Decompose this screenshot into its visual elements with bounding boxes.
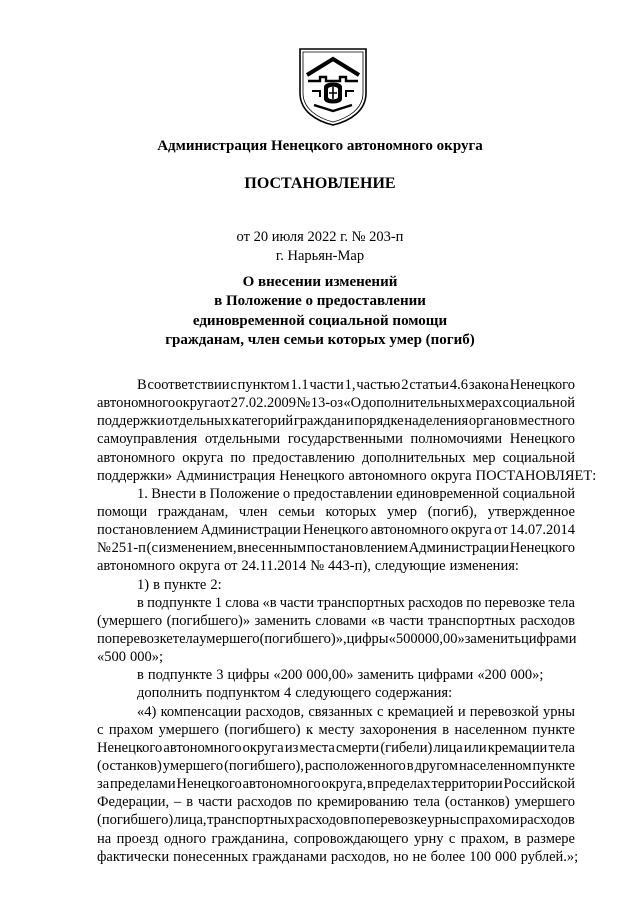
- body-line: помощи гражданам, член семьи которых умер (погиб), утвержденное: [97, 503, 575, 520]
- document-date-number: от 20 июля 2022 г. № 203-п: [236, 229, 404, 245]
- body-line: поддержки отдельных категорий граждан и порядке наделения органов местного: [97, 413, 575, 430]
- body-line: с прахом умершего (погибшего) к месту захоронения в населенном пункте: [97, 721, 575, 738]
- nenets-coat-of-arms-icon: [294, 45, 372, 127]
- body-line: автономного округа от 24.11.2014 № 443-п), следующие изменения:: [97, 558, 519, 575]
- document-title: [0, 273, 640, 351]
- body-line: поддержки» Администрация Ненецкого автономного округа ПОСТАНОВЛЯЕТ:: [97, 467, 597, 484]
- body-line: автономного округа от 27.02.2009 № 13-оз «О дополнительных мерах социальной: [97, 395, 575, 412]
- title-line: единовременной социальной помощи: [192, 312, 448, 329]
- body-line: самоуправления отдельными государственными полномочиями Ненецкого: [97, 431, 575, 448]
- body-line: Федерации, – в части расходов по кремированию тела (останков) умершего: [97, 794, 575, 811]
- body-line: 1. Внести в Положение о предоставлении единовременной социальной: [137, 485, 575, 502]
- title-line: гражданам, член семьи которых умер (погиб): [165, 332, 475, 349]
- body-line: (погибшего) лица, транспортных расходов по перевозке урны с прахом и расходов: [97, 812, 575, 829]
- body-line: в подпункте 3 цифры «200 000,00» заменить цифрами «200 000»;: [137, 667, 544, 684]
- document-type: ПОСТАНОВЛЕНИЕ: [244, 175, 396, 192]
- body-line: «4) компенсации расходов, связанных с кремацией и перевозкой урны: [137, 703, 575, 720]
- body-line: за пределами Ненецкого автономного округа, в пределах территории Российской: [97, 776, 575, 793]
- body-line: фактически понесенных гражданами расходов, но не более 100 000 рублей.»;: [97, 848, 579, 865]
- body-line: дополнить подпунктом 4 следующего содержания:: [137, 685, 453, 702]
- body-line: № 251-п (с изменением, внесенным постановлением Администрации Ненецкого: [97, 540, 575, 557]
- document-body: [97, 376, 597, 866]
- body-line: (останков) умершего (погибшего), расположенного в другом населенном пункте: [97, 757, 575, 774]
- title-line: О внесении изменений: [242, 274, 398, 290]
- body-line: В соответствии с пунктом 1.1 части 1, частью 2 статьи 4.6 закона Ненецкого: [137, 377, 575, 393]
- body-line: автономного округа по предоставлению дополнительных мер социальной: [97, 449, 575, 466]
- organization-name: Администрация Ненецкого автономного округа: [157, 138, 483, 154]
- body-line: постановлением Администрации Ненецкого автономного округа от 14.07.2014: [97, 522, 575, 539]
- body-line: по перевозке тела умершего (погибшего)», цифры «500 000,00» заменить цифрами: [97, 630, 577, 647]
- body-line: «500 000»;: [97, 649, 164, 666]
- body-line: в подпункте 1 слова «в части транспортных расходов по перевозке тела: [137, 594, 575, 611]
- body-line: Ненецкого автономного округа из места смерти (гибели) лица или кремации тела: [97, 739, 575, 756]
- title-line: в Положение о предоставлении: [214, 293, 426, 310]
- body-line: на проезд одного гражданина, сопровождающего урну с прахом, в размере: [97, 830, 575, 847]
- document-city: г. Нарьян-Мар: [275, 248, 365, 264]
- body-line: 1) в пункте 2:: [137, 576, 222, 593]
- body-line: (умершего (погибшего)» заменить словами «в части транспортных расходов: [97, 612, 575, 629]
